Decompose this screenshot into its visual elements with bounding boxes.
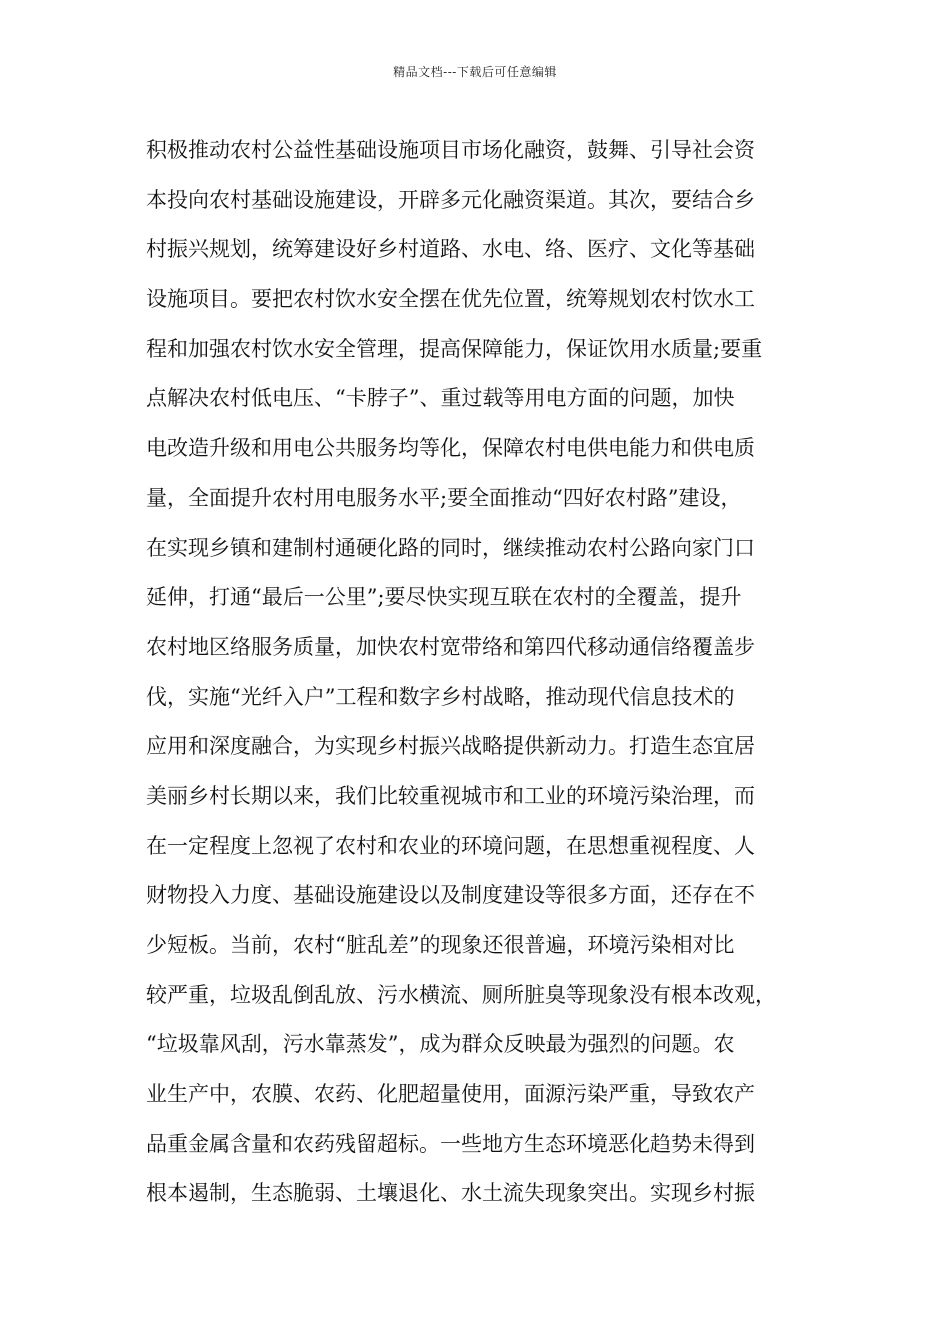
text-line: 量，全面提升农村用电服务水平;要全面推动“四好农村路”建设， — [146, 485, 742, 510]
text-line: 点解决农村低电压、“卡脖子”、重过载等用电方面的问题，加快 — [146, 386, 735, 411]
text-line: 较严重，垃圾乱倒乱放、污水横流、厕所脏臭等现象没有根本改观， — [146, 982, 776, 1007]
text-line: 在实现乡镇和建制村通硬化路的同时，继续推动农村公路向家门口 — [146, 535, 755, 560]
text-line: 设施项目。要把农村饮水安全摆在优先位置，统筹规划农村饮水工 — [146, 287, 755, 312]
text-line: 少短板。当前，农村“脏乱差”的现象还很普遍，环境污染相对比 — [146, 933, 735, 957]
text-line: 业生产中，农膜、农药、化肥超量使用，面源污染严重，导致农产 — [146, 1082, 755, 1107]
text-line: 本投向农村基础设施建设，开辟多元化融资渠道。其次，要结合乡 — [146, 187, 755, 212]
text-line: 程和加强农村饮水安全管理，提高保障能力，保证饮用水质量;要重 — [146, 336, 763, 361]
text-line: 农村地区络服务质量，加快农村宽带络和第四代移动通信络覆盖步 — [146, 634, 755, 659]
text-line: 电改造升级和用电公共服务均等化，保障农村电供电能力和供电质 — [146, 436, 755, 461]
text-line: 品重金属含量和农药残留超标。一些地方生态环境恶化趋势未得到 — [146, 1131, 755, 1156]
document-body — [146, 126, 810, 1219]
text-line: 美丽乡村长期以来，我们比较重视城市和工业的环境污染治理，而 — [146, 783, 755, 808]
text-line: 财物投入力度、基础设施建设以及制度建设等很多方面，还存在不 — [146, 883, 755, 908]
text-line: 村振兴规划，统筹建设好乡村道路、水电、络、医疗、文化等基础 — [146, 237, 755, 262]
text-line: “垃圾靠风刮，污水靠蒸发”，成为群众反映最为强烈的问题。农 — [146, 1032, 735, 1057]
text-line: 积极推动农村公益性基础设施项目市场化融资，鼓舞、引导社会资 — [146, 138, 755, 162]
text-line: 延伸，打通“最后一公里”;要尽快实现互联在农村的全覆盖，提升 — [146, 585, 742, 610]
text-line: 根本遏制，生态脆弱、土壤退化、水土流失现象突出。实现乡村振 — [146, 1181, 755, 1206]
text-line: 伐，实施“光纤入户”工程和数字乡村战略，推动现代信息技术的 — [146, 684, 735, 709]
text-line: 应用和深度融合，为实现乡村振兴战略提供新动力。打造生态宜居 — [146, 734, 755, 759]
text-line: 在一定程度上忽视了农村和农业的环境问题，在思想重视程度、人 — [146, 833, 755, 858]
page-header: 精品文档---下载后可任意编辑 — [393, 65, 557, 79]
